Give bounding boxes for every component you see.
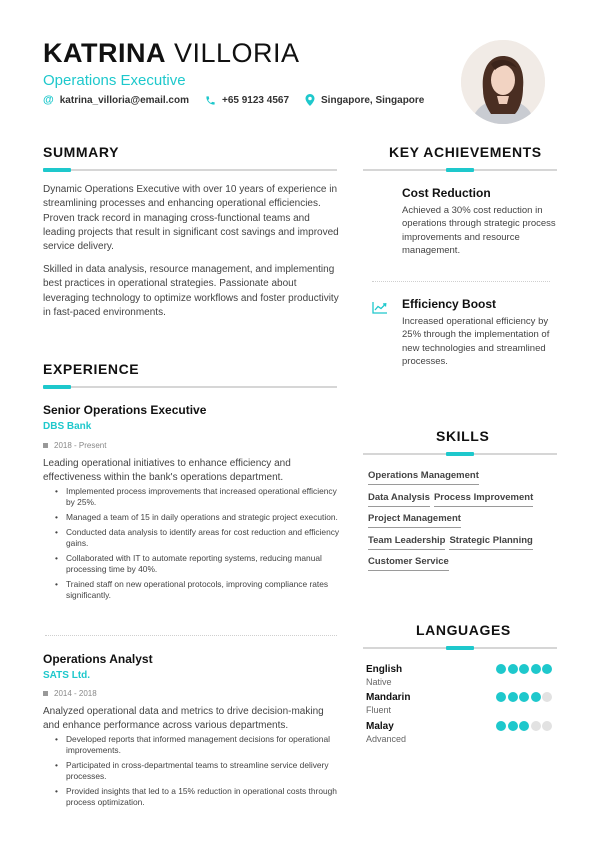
achievements-divider <box>363 169 557 171</box>
job-description: Analyzed operational data and metrics to drive decision-making and enhance performance across various departments. <box>43 706 324 732</box>
at-icon: @ <box>43 94 54 106</box>
calendar-icon <box>43 691 48 696</box>
achievement-text: Increased operational efficiency by 25% through the implementation of new technologies and streamlined processes. <box>402 316 550 368</box>
languages-divider-accent <box>446 646 474 650</box>
language-rating <box>495 692 553 702</box>
summary-divider <box>43 169 337 171</box>
job-bullet: • Trained staff on new operational protocols, improving compliance rates significantly. <box>55 579 340 600</box>
summary-heading: SUMMARY <box>43 144 120 160</box>
job-dates <box>43 441 106 450</box>
rating-dot-filled <box>508 664 518 674</box>
language-name: English <box>366 664 403 675</box>
job-bullet: • Implemented process improvements that increased operational efficiency by 25%. <box>55 486 340 507</box>
rating-dot-filled <box>496 721 506 731</box>
summary-divider-accent <box>43 168 71 172</box>
skill-tag: Team Leadership <box>368 535 445 550</box>
job-description: Leading operational initiatives to enhance efficiency and effectiveness within the bank's operations department. <box>43 458 291 484</box>
skills-divider-accent <box>446 452 474 456</box>
job-title: Operations Executive <box>43 72 186 89</box>
skill-tag: Project Management <box>368 513 461 528</box>
job-company: SATS Ltd. <box>43 670 91 681</box>
map-pin-icon <box>305 94 315 106</box>
skill-tag: Process Improvement <box>434 492 533 507</box>
profile-photo <box>461 40 545 124</box>
job-dates-text: 2018 - Present <box>54 441 107 450</box>
job-bullets <box>55 734 340 812</box>
rating-dot-filled <box>519 664 529 674</box>
achievement-title: Efficiency Boost <box>402 297 497 311</box>
job-dates <box>43 689 97 698</box>
achievement-title: Cost Reduction <box>402 186 491 200</box>
job-bullet: • Collaborated with IT to automate reporting systems, reducing manual processing time by 40%. <box>55 553 340 574</box>
phone-icon <box>205 95 216 106</box>
rating-dot-filled <box>496 692 506 702</box>
contact-info <box>43 94 440 106</box>
achievements-heading: KEY ACHIEVEMENTS <box>389 144 542 160</box>
language-name: Mandarin <box>366 692 411 703</box>
languages-divider <box>363 647 557 649</box>
language-level: Native <box>366 677 392 687</box>
phone-text: +65 9123 4567 <box>222 94 290 106</box>
job-dates-text: 2014 - 2018 <box>54 689 97 698</box>
achievements-divider-accent <box>446 168 474 172</box>
languages-heading: LANGUAGES <box>416 622 511 638</box>
job-bullet: • Participated in cross-departmental teams to streamline service delivery processes. <box>55 760 340 781</box>
summary-paragraph-2: Skilled in data analysis, resource management, and implementing best practices in operational strategies. Passionate about leveraging technology to optimize workflows and foster productivity in fast-paced environments. <box>43 264 339 318</box>
job-bullet: • Managed a team of 15 in daily operations and strategic project execution. <box>55 512 340 523</box>
experience-divider <box>43 386 337 388</box>
rating-dot-empty <box>542 721 552 731</box>
first-name: KATRINA <box>43 38 166 68</box>
rating-dot-empty <box>542 692 552 702</box>
rating-dot-filled <box>542 664 552 674</box>
skill-tag: Customer Service <box>368 556 449 571</box>
email-text: katrina_villoria@email.com <box>59 94 189 106</box>
skill-tag: Strategic Planning <box>449 535 532 550</box>
calendar-icon <box>43 443 48 448</box>
rating-dot-filled <box>531 664 541 674</box>
contact-email[interactable] <box>43 94 189 106</box>
skill-tag: Operations Management <box>368 470 479 485</box>
language-item <box>366 664 556 689</box>
skills-heading: SKILLS <box>436 428 490 444</box>
location-text: Singapore, Singapore <box>321 94 425 106</box>
job-bullet: • Developed reports that informed management decisions for operational improvements. <box>55 734 340 755</box>
trending-up-chart-icon <box>372 301 388 319</box>
rating-dot-empty <box>531 721 541 731</box>
rating-dot-filled <box>531 692 541 702</box>
job-role: Senior Operations Executive <box>43 403 207 417</box>
experience-divider-accent <box>43 385 71 389</box>
job-bullet: • Conducted data analysis to identify areas for cost reduction and efficiency gains. <box>55 527 340 548</box>
last-name: VILLORIA <box>173 38 300 68</box>
rating-dot-filled <box>496 664 506 674</box>
rating-dot-filled <box>519 721 529 731</box>
rating-dot-filled <box>508 721 518 731</box>
language-rating <box>495 721 553 731</box>
contact-phone[interactable] <box>205 95 289 106</box>
rating-dot-filled <box>508 692 518 702</box>
achievement-text: Achieved a 30% cost reduction in operations through strategic process improvements and resource management. <box>402 205 556 257</box>
language-level: Advanced <box>366 734 407 744</box>
language-name: Malay <box>366 721 394 732</box>
skill-tag: Data Analysis <box>368 492 430 507</box>
job-company: DBS Bank <box>43 421 92 432</box>
rating-dot-filled <box>519 692 529 702</box>
language-item <box>366 692 556 717</box>
job-bullets <box>55 486 340 605</box>
candidate-name <box>43 38 300 69</box>
experience-heading: EXPERIENCE <box>43 361 140 377</box>
summary-paragraph-1: Dynamic Operations Executive with over 10 years of experience in streamlining processes and enhancing operational efficiencies. Proven track record in managing cross-functional teams and leading projects that result in significant cost savings and improved service delivery. <box>43 184 339 253</box>
skills-list <box>368 470 563 578</box>
language-level: Fluent <box>366 705 392 715</box>
language-item <box>366 721 556 746</box>
skills-divider <box>363 453 557 455</box>
job-separator <box>45 635 337 636</box>
job-bullet: • Provided insights that led to a 15% reduction in operational costs through process optimization. <box>55 786 340 807</box>
achievement-separator <box>372 281 550 282</box>
contact-location <box>305 94 424 106</box>
language-rating <box>495 664 553 674</box>
job-role: Operations Analyst <box>43 652 153 666</box>
